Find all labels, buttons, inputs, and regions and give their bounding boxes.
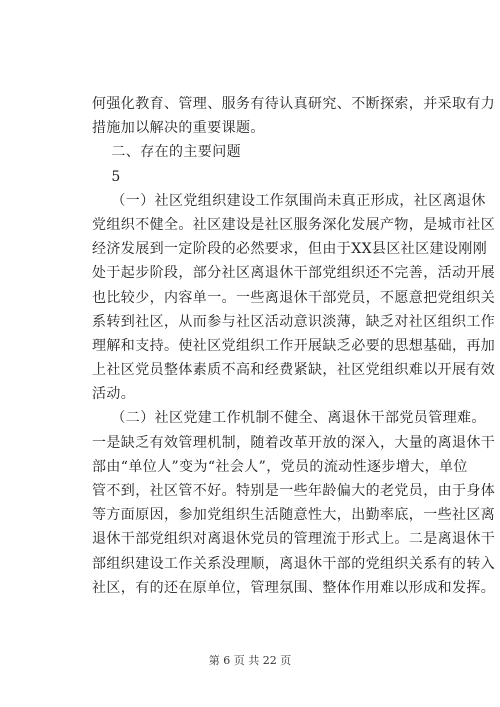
- text-line: 活动。: [92, 386, 136, 403]
- text-line: 也比较少，内容单一。一些离退休干部党员，不愿意把党组织关: [92, 289, 496, 306]
- text-line: 5: [92, 168, 121, 185]
- text-line: 一是缺乏有效管理机制，随着改革开放的深入，大量的离退休干: [92, 434, 496, 451]
- text-line: 管不到，社区管不好。特别是一些年龄偏大的老党员，由于身体: [92, 483, 496, 499]
- text-line: 等方面原因，参加党组织生活随意性大，出勤率底，一些社区离: [92, 507, 496, 524]
- section-heading: 二、存在的主要问题: [92, 144, 242, 161]
- page-footer: 第 6 页 共 22 页: [208, 654, 292, 667]
- text-line: 党组织不健全。社区建设是社区服务深化发展产物，是城市社区: [92, 216, 496, 233]
- text-line: 退休干部党组织对离退休党员的管理流于形式上。二是离退休干: [92, 531, 496, 548]
- text-line: 处于起步阶段，部分社区离退休干部党组织还不完善，活动开展: [92, 265, 496, 282]
- text-line: 部组织建设工作关系没理顺，离退休干部的党组织关系有的转入: [92, 555, 496, 572]
- text-line: 上社区党员整体素质不高和经费紧缺，社区党组织难以开展有效: [92, 362, 496, 379]
- subsection-heading: （一）社区党组织建设工作氛围尚未真正形成，社区离退休: [92, 192, 486, 209]
- text-line: 社区，有的还在原单位，管理氛围、整体作用难以形成和发挥。: [92, 579, 496, 596]
- text-line: 经济发展到一定阶段的必然要求，但由于XX县区社区建设刚刚: [92, 241, 488, 258]
- document-body: [92, 92, 496, 600]
- text-line: 理解和支持。使社区党组织工作开展缺乏必要的思想基础，再加: [92, 337, 496, 354]
- text-line: 措施加以解决的重要课题。: [92, 120, 265, 137]
- subsection-heading: （二）社区党建工作机制不健全、离退休干部党员管理难。: [92, 410, 486, 427]
- text-line: 何强化教育、管理、服务有待认真研究、不断探索，并采取有力: [92, 96, 496, 112]
- text-line: 系转到社区，从而参与社区活动意识淡薄，缺乏对社区组织工作: [92, 313, 496, 330]
- text-line: 部由“单位人”变为“社会人”，党员的流动性逐步增大，单位: [92, 458, 468, 475]
